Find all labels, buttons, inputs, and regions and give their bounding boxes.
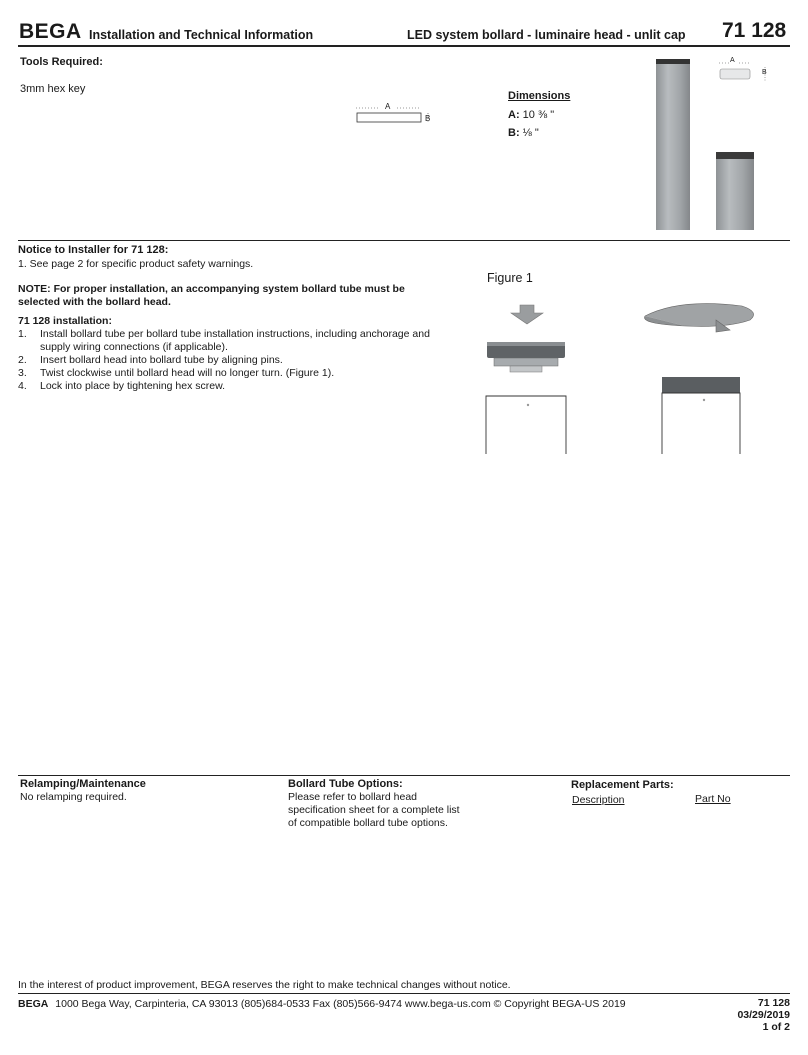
footer-address: 1000 Bega Way, Carpinteria, CA 93013 (805)684-0533 Fax (805)566-9474 www.bega-us.com © Copyright BEGA-US 2019 [55,998,626,1010]
dimension-a-key: A: [508,109,520,121]
bollard-tube-open [486,396,566,454]
dimension-a [508,109,554,121]
relamping-title: Relamping/Maintenance [20,778,146,790]
cap-label-b: B [762,69,767,76]
dimension-b-value: ⅛ " [522,127,539,139]
step-number: 4. [18,380,27,392]
product-number: 71 128 [722,19,787,42]
dim-label-b: B [425,114,431,123]
installation-steps [18,328,443,393]
installation-step [18,380,443,393]
bollard-head-ring [494,358,558,366]
document-subtitle: Installation and Technical Information [89,28,314,42]
bollard-head-highlight [487,342,565,346]
footer-page: 1 of 2 [762,1021,790,1033]
replacement-col-description: Description [572,794,625,806]
short-bollard-cap [716,152,754,159]
tools-label: Tools Required: [20,56,103,68]
tube-pin-hole [527,404,529,406]
dimensions-title: Dimensions [508,90,571,102]
step-text: Insert bollard head into bollard tube by aligning pins. [40,354,283,366]
footer-number: 71 128 [757,997,790,1009]
notice-note: NOTE: For proper installation, an accompanying system bollard tube must be selected with the bollard head. [18,283,405,308]
notice-title: Notice to Installer for 71 128: [18,244,169,256]
cap-sketch-body [720,69,750,79]
figure-1 [480,300,760,460]
cap-label-a: A [730,57,735,64]
disclaimer: In the interest of product improvement, BEGA reserves the right to make technical changes without notice. [18,979,511,991]
down-arrow-icon [511,305,543,324]
dimension-b-key: B: [508,127,520,139]
step-text: Install bollard tube per bollard tube installation instructions, including anchorage and supply wiring connections (if applicable). [40,328,430,353]
footer-line [18,998,626,1010]
replacement-col-part: Part No [695,793,731,805]
bollard-tube-assembled [662,393,740,454]
tube-options-title: Bollard Tube Options: [288,778,403,790]
step-text: Lock into place by tightening hex screw. [40,380,226,392]
cap-outline [357,113,421,122]
dim-label-a: A [385,102,391,111]
relamping-text: No relamping required. [20,791,127,803]
notice-line: 1. See page 2 for specific product safety warnings. [18,258,254,270]
tube-options-line: specification sheet for a complete list [288,804,460,816]
dimension-b [508,127,539,139]
tall-bollard-body [656,60,690,230]
tall-bollard-cap [656,59,690,64]
dimension-a-value: 10 ⅜ " [522,109,555,121]
installation-title: 71 128 installation: [18,315,112,327]
footer-date: 03/29/2019 [737,1009,790,1021]
installation-step [18,367,443,380]
installation-step [18,328,443,354]
figure-caption: Figure 1 [487,271,533,285]
tube-options-line: of compatible bollard tube options. [288,817,448,829]
step-number: 1. [18,328,27,340]
product-title: LED system bollard - luminaire head - unlit cap [407,28,686,42]
step-number: 3. [18,367,27,379]
bollard-head-insert [510,366,542,372]
section-rule-1 [18,240,790,241]
tube-options-line: Please refer to bollard head [288,791,417,803]
header-rule [18,45,790,47]
step-text: Twist clockwise until bollard head will no longer turn. (Figure 1). [40,367,335,379]
figure-1-svg [480,300,760,460]
assembled-pin [703,399,705,401]
installation-step [18,354,443,367]
tools-item: 3mm hex key [20,83,86,95]
footer-brand: BEGA [18,998,49,1010]
assembled-head [662,377,740,393]
brand-logo-text: BEGA [19,20,82,43]
short-bollard-body [716,154,754,230]
step-number: 2. [18,354,27,366]
replacement-title: Replacement Parts: [571,779,674,791]
footer-rule [18,993,790,994]
section-rule-2 [18,775,790,776]
